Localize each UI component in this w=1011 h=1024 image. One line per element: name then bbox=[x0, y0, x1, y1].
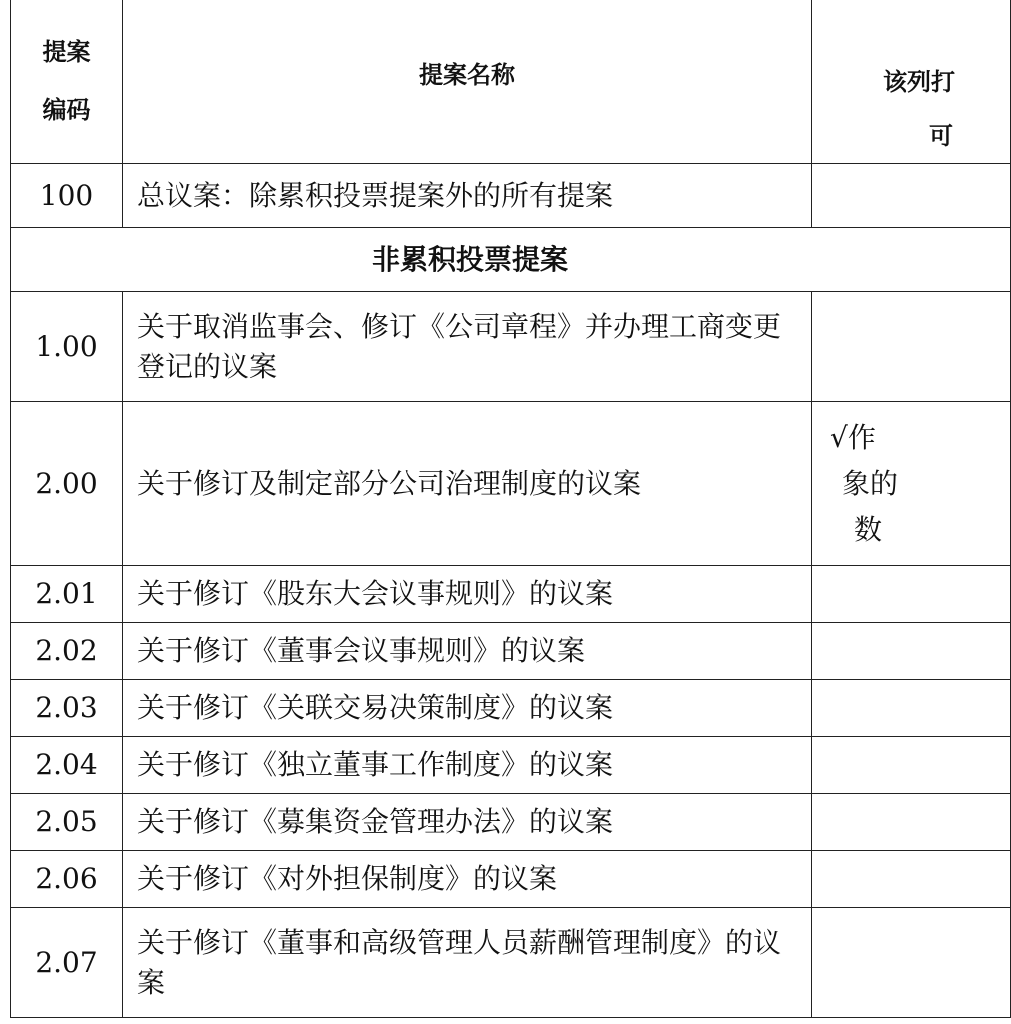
row-extra-line: √作 bbox=[830, 420, 876, 454]
header-code-line: 提案 bbox=[42, 38, 91, 66]
table-row bbox=[11, 566, 1011, 623]
row-code: 2.03 bbox=[11, 680, 123, 737]
table-row bbox=[11, 908, 1011, 1018]
row-name: 关于修订《独立董事工作制度》的议案 bbox=[123, 737, 812, 794]
row-code: 2.05 bbox=[11, 794, 123, 851]
row-code: 2.07 bbox=[11, 908, 123, 1018]
row-extra bbox=[812, 737, 1011, 794]
row-name: 总议案：除累积投票提案外的所有提案 bbox=[123, 164, 812, 228]
row-name: 关于取消监事会、修订《公司章程》并办理工商变更登记的议案 bbox=[123, 292, 812, 402]
header-third-cell bbox=[812, 0, 1011, 164]
table-row bbox=[11, 851, 1011, 908]
row-name: 关于修订及制定部分公司治理制度的议案 bbox=[123, 402, 812, 566]
row-extra-line: 数 bbox=[854, 512, 883, 546]
row-name: 关于修订《募集资金管理办法》的议案 bbox=[123, 794, 812, 851]
row-extra bbox=[812, 680, 1011, 737]
total-row bbox=[11, 164, 1011, 228]
proposal-table bbox=[10, 0, 1011, 1018]
header-row bbox=[11, 0, 1011, 164]
header-name-cell bbox=[123, 0, 812, 164]
row-code: 100 bbox=[11, 164, 123, 228]
table-row bbox=[11, 680, 1011, 737]
row-code: 1.00 bbox=[11, 292, 123, 402]
group-title: 非累积投票提案 bbox=[371, 242, 568, 276]
table-row bbox=[11, 402, 1011, 566]
row-extra bbox=[812, 908, 1011, 1018]
row-code: 2.01 bbox=[11, 566, 123, 623]
row-code: 2.06 bbox=[11, 851, 123, 908]
header-third-line: 该列打 bbox=[883, 68, 955, 96]
row-name: 关于修订《关联交易决策制度》的议案 bbox=[123, 680, 812, 737]
group-row bbox=[11, 228, 1011, 292]
row-extra bbox=[812, 623, 1011, 680]
row-extra bbox=[812, 794, 1011, 851]
table-row bbox=[11, 737, 1011, 794]
row-extra bbox=[812, 164, 1011, 228]
table-row bbox=[11, 794, 1011, 851]
row-code: 2.04 bbox=[11, 737, 123, 794]
header-third-line: 可 bbox=[929, 122, 953, 150]
table-row bbox=[11, 292, 1011, 402]
row-name: 关于修订《股东大会议事规则》的议案 bbox=[123, 566, 812, 623]
row-extra bbox=[812, 402, 1011, 566]
row-extra bbox=[812, 851, 1011, 908]
row-name: 关于修订《董事会议事规则》的议案 bbox=[123, 623, 812, 680]
row-code: 2.02 bbox=[11, 623, 123, 680]
row-name: 关于修订《对外担保制度》的议案 bbox=[123, 851, 812, 908]
row-code: 2.00 bbox=[11, 402, 123, 566]
header-code-line: 编码 bbox=[42, 96, 91, 124]
row-name: 关于修订《董事和高级管理人员薪酬管理制度》的议案 bbox=[123, 908, 812, 1018]
row-extra-line: 象的 bbox=[842, 466, 899, 500]
table-row bbox=[11, 623, 1011, 680]
row-extra bbox=[812, 292, 1011, 402]
row-extra bbox=[812, 566, 1011, 623]
group-cell bbox=[11, 228, 1011, 292]
header-code-cell bbox=[11, 0, 123, 164]
header-name: 提案名称 bbox=[419, 61, 515, 89]
